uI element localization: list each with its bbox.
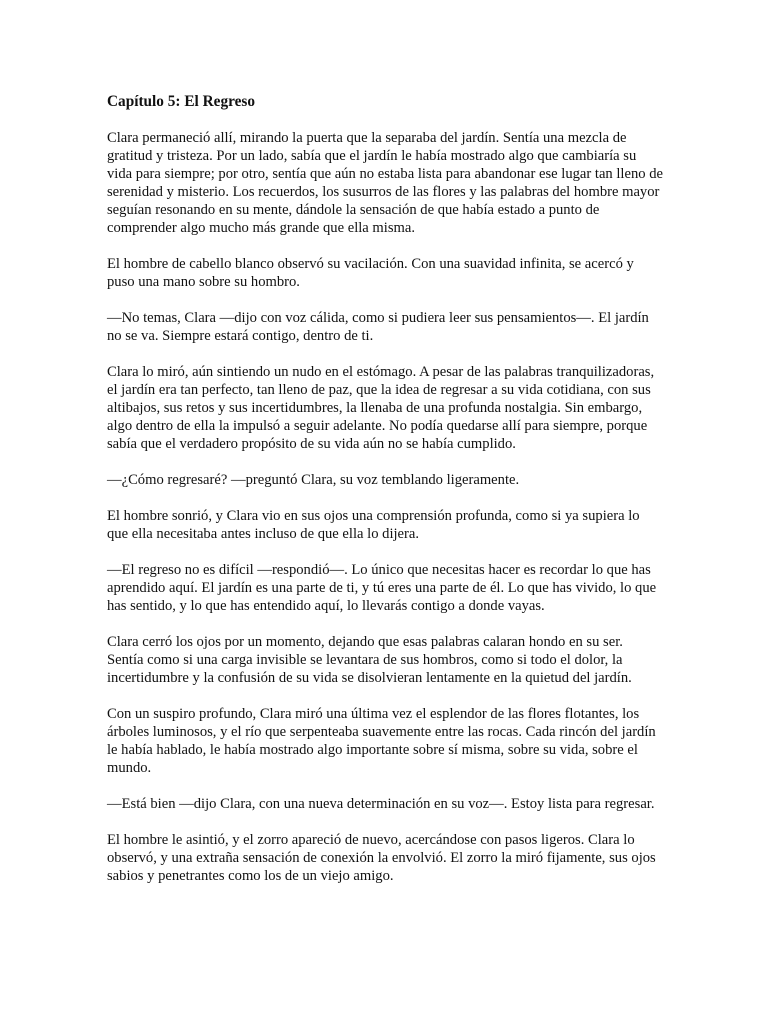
paragraph: —Está bien —dijo Clara, con una nueva determinación en su voz—. Estoy lista para regresar. <box>107 796 655 812</box>
paragraph: Con un suspiro profundo, Clara miró una última vez el esplendor de las flores flotantes, los árboles luminosos, y el río que serpenteaba suavemente entre las rocas. Cada rincón del jardín le había hablado, le había mostrado algo importante sobre sí misma, sobre su vida, sobre el mundo. <box>107 706 656 776</box>
paragraph: —No temas, Clara —dijo con voz cálida, como si pudiera leer sus pensamientos—. El jardín no se va. Siempre estará contigo, dentro de ti. <box>107 310 649 344</box>
paragraph: El hombre sonrió, y Clara vio en sus ojos una comprensión profunda, como si ya supiera lo que ella necesitaba antes incluso de que ella lo dijera. <box>107 508 640 542</box>
paragraph: —¿Cómo regresaré? —preguntó Clara, su voz temblando ligeramente. <box>107 472 520 488</box>
chapter-title: Capítulo 5: El Regreso <box>107 93 256 110</box>
document-page <box>107 93 663 885</box>
paragraph: El hombre de cabello blanco observó su vacilación. Con una suavidad infinita, se acercó y puso una mano sobre su hombro. <box>107 256 634 290</box>
paragraph: Clara cerró los ojos por un momento, dejando que esas palabras calaran hondo en su ser. Sentía como si una carga invisible se levantara de sus hombros, como si todo el dolor, la incertidumbre y la confusión de su vida se disolvieran lentamente en la quietud del jardín. <box>107 634 632 686</box>
paragraph: —El regreso no es difícil —respondió—. Lo único que necesitas hacer es recordar lo que has aprendido aquí. El jardín es una parte de ti, y tú eres una parte de él. Lo que has vivido, lo que has sentido, y lo que has entendido aquí, lo llevarás contigo a donde vayas. <box>107 562 657 614</box>
paragraph: El hombre le asintió, y el zorro apareció de nuevo, acercándose con pasos ligeros. Clara lo observó, y una extraña sensación de conexión la envolvió. El zorro la miró fijamente, sus ojos sabios y penetrantes como los de un viejo amigo. <box>107 832 656 884</box>
paragraph: Clara permaneció allí, mirando la puerta que la separaba del jardín. Sentía una mezcla de gratitud y tristeza. Por un lado, sabía que el jardín le había mostrado algo que cambiaría su vida para siempre; por otro, sentía que aún no estaba lista para abandonar ese lugar tan lleno de serenidad y misterio. Los recuerdos, los susurros de las flores y las palabras del hombre mayor seguían resonando en su mente, dándole la sensación de que había estado a punto de comprender algo mucho más grande que ella misma. <box>107 130 663 236</box>
paragraph: Clara lo miró, aún sintiendo un nudo en el estómago. A pesar de las palabras tranquilizadoras, el jardín era tan perfecto, tan lleno de paz, que la idea de regresar a su vida cotidiana, con sus altibajos, sus retos y sus incertidumbres, la llenaba de una profunda nostalgia. Sin embargo, algo dentro de ella la impulsó a seguir adelante. No podía quedarse allí para siempre, porque sabía que el verdadero propósito de su vida aún no se había cumplido. <box>107 364 655 452</box>
